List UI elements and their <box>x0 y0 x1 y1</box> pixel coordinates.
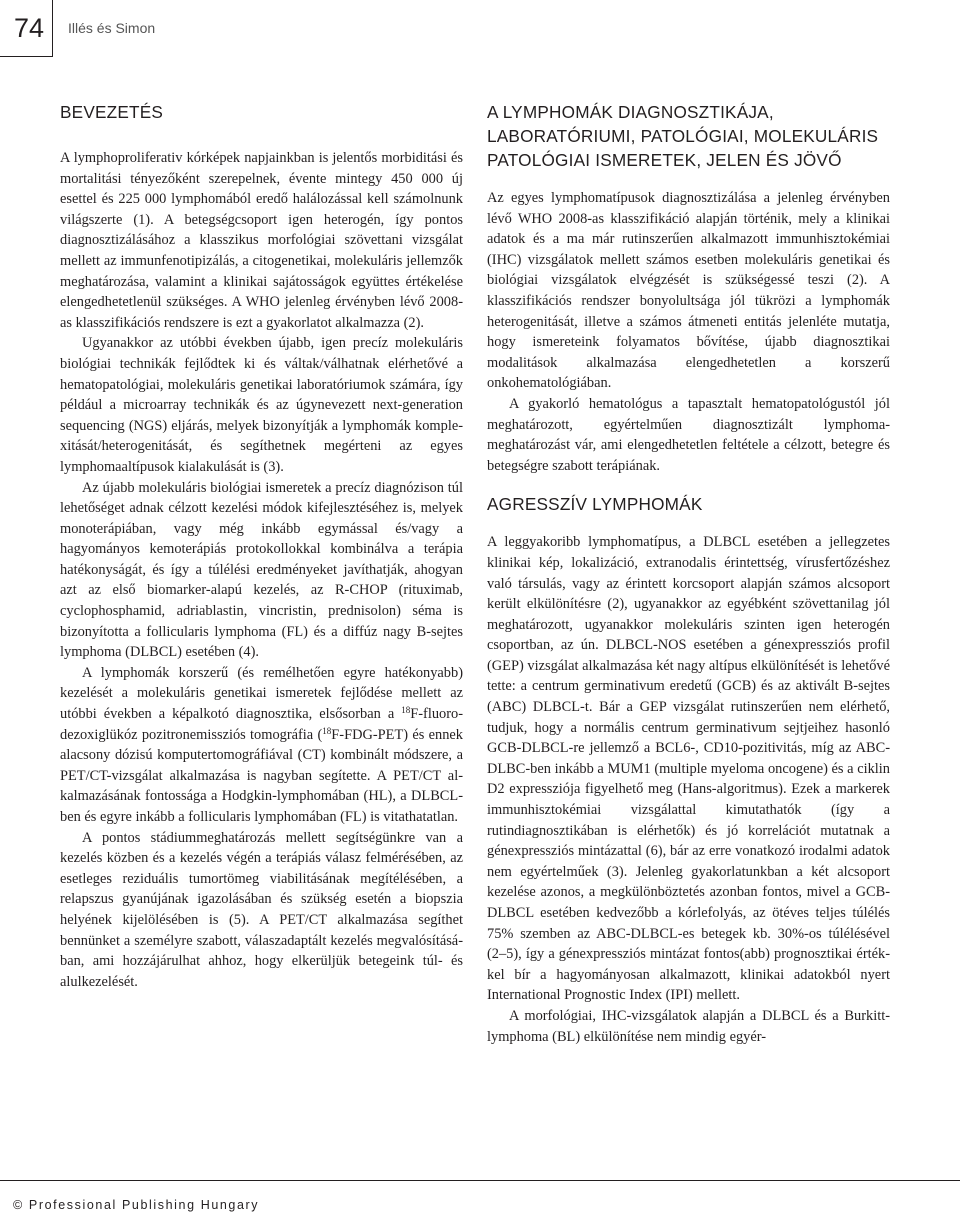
page-number: 74 <box>13 12 45 43</box>
text-run: F-FDG-PET) és ennek alacsony dózisú komputertomográfiával (CT) kombinált módszere, a PET/CT-vizsgálat alkalmazása is nagyban segítette. A PET/CT alkalmazásának fontossága a Hodgkin-lymphomában (HL), a DLBCL-ben és egyre inkább a follicularis lymphomában (FL) is vitathatatlan. <box>60 726 464 825</box>
paragraph: A morfológiai, IHC-vizsgálatok alapján a DLBCL és a Burkitt-lymphoma (BL) elkülönítése nem mindig egyér- <box>487 1007 890 1045</box>
paragraph: A lymphoproliferativ kórképek napjainkban is jelentős morbiditási és mortalitási tényezőként szerepelnek, évente mintegy 450 000 új esettel és 225 000 lymphomából eredő halálozással kell számolnunk világszerte (1). A betegségcsoport igen heterogén, így pontos diagnosztizálásához a klasszikus morfológiai szövettani vizsgálat mellett az immunfenotipizálás, a citogenetikai, molekuláris jellemzők meghatározása, valamint a klinikai sajátosságok együttes értékelése elengedhetetlenül szükséges. A WHO jelenleg érvényben lévő 2008-as klasszifikációs rendszere is ezt a gyakorlatot alkalmazza (2). <box>60 150 463 331</box>
copyright-notice <box>13 1198 259 1212</box>
superscript: 18 <box>401 705 411 716</box>
section-heading-aggressive: AGRESSZÍV LYMPHOMÁK <box>487 494 703 515</box>
page-number-box <box>0 0 53 57</box>
text-run: F-fluoro-dezoxiglükóz pozitronemissziós tomográfia ( <box>60 706 463 743</box>
section-heading-diagnostics: A LYMPHOMÁK DIAGNOSZTIKÁJA, LABORATÓRIUMI, PATOLÓGIAI, MOLEKULÁRIS PATOLÓGIAI ISMERETEK, JELEN ÉS JÖVŐ <box>487 102 879 170</box>
footer <box>0 1180 960 1218</box>
text-run: A lymphomák korszerű (és remélhetően egyre hatékonyabb) kezelését a molekuláris genetikai ismeretek fejlődése mellett az utóbbi években a képalkotó diagnosztika, elsősorban a <box>60 664 463 723</box>
paragraph: Az újabb molekuláris biológiai ismeretek a precíz diagnózison túl lehetőséget adnak célzott kezelési módok kifejlesztéséhez is, melyek monoterápiában, vagy még inkább egymással és/vagy a hagyományos kemoterápiás protokollokkal kombinálva a terápia hatékonyságát, és így a túlélési eredményeket javíthatják, ahogyan azt az első biomarker-alapú kezelés, az R-CHOP (rituximab, cyclophosphamid, adriablastin, vincristin, prednisolon) séma is bizonyította a follicularis lymphoma (FL) és a diffúz nagy B-sejtes lymphoma (DLBCL) esetében (4). <box>60 479 463 661</box>
paragraph: Ugyanakkor az utóbbi években újabb, igen precíz molekuláris biológiai technikák fejlődtek ki és váltak/válhatnak elérhetővé a hematopatológiai, molekuláris genetikai laboratóriumok számára, így például a microarray technikák és az úgynevezett next-generation sequencing (NGS) eljárás, melyek bizonyítják a lymphomák komplexitását/heterogenitását, és segíthetnek megérteni az egyes lymphomaaltípusok kialakulását is (3). <box>60 335 463 475</box>
paragraph: Az egyes lymphomatípusok diagnosztizálása a jelenleg érvényben lévő WHO 2008-as klasszifikáció alapján történik, mely a klinikai adatok és a ma már rutinszerűen alkalmazott immunhisztokémiai (IHC) vizsgálatok mellett számos esetben molekuláris genetikai és biológiai vizsgálatok elvégzését is szükségessé teszi (2). A klasszifikációs rendszer bonyolultsága jól tükrözi a lymphomák heterogenitását, illetve a számos átmeneti entitás jelenléte mutatja, hogy ismereteink folyamatos bővítése, újabb diagnosztikai modalitások alkalmazása elengedhetetlen a korszerű onkohematológiában. <box>487 190 890 392</box>
paragraph: A pontos stádiummeghatározás mellett segítségünkre van a kezelés közben és a kezelés végén a terápiás válasz felmérésében, az esetleges reziduális tumortömeg viabilitásának megítélésében, a relapszus gyanújának igazolásában és szükség esetén a biopszia helyének kijelölésében is (5). A PET/CT alkalmazása segíthet bennünket a személyre szabott, válaszadaptált kezelés megvalósításában, ami hozzájárulhat ahhoz, hogy elkerüljük betegeink túl- és alulkezelését. <box>60 829 463 990</box>
superscript: 18 <box>322 725 332 736</box>
left-column <box>60 100 463 992</box>
paragraph <box>60 663 463 828</box>
right-column <box>487 100 890 1047</box>
paragraph: A gyakorló hematológus a tapasztalt hematopatológustól jól meghatározott, egyértelműen diagnosztizált lymphoma-meghatározást vár, ami elengedhetetlen feltétele a célzott, betegre és betegségre szabott terápiának. <box>487 395 890 474</box>
paragraph: A leggyakoribb lymphomatípus, a DLBCL esetében a jellegzetes klinikai kép, lokalizáció, extranodalis érintettség, vírusfertőzéshez való társulás, vagy az érintett korcsoport alapján számos alcsoport került elkülönítésre (2), ugyanakkor az egyébként szövettanilag jól meghatározott, ugyanakkor molekuláris szinten igen heterogén csoportban, az ún. DLBCL-NOS esetében a génexpressziós profil (GEP) vizsgálat alkalmazása két nagy altípus elkülönítését is lehetővé tette: a centrum germinativum eredetű (GCB) és az aktivált B-sejtes (ABC) DLBCL-t. Bár a GEP vizsgálat rutinszerűen nem elérhető, tudjuk, hogy a normális centrum germinativum sejtjeihez hasonló GCB-DLBCL-re jellemző a BCL6-, CD10-pozitivitás, míg az ABC-DLBC-ben inkább a MUM1 (multiple myeloma oncogene) és a ciklin D2 expressziója figyelhető meg (Hans-algoritmus). Ezek a markerek immunhisztokémiai vizsgálattal kimutathatók (így a rutindiagnosztikában is elérhetők) és jó korrelációt mutatnak a génexpressziós mintázattal (6), bár az erre vonatkozó irodalmi adatok nem egyértelműek (3). Jelenleg gyakorlatunkban a két alcsoport kezelése azonos, a megkülönböztetés azonban fontos, mivel a GCB-DLBCL esetében kedvezőbb a kórlefolyás, az ötéves teljes túlélés 75% szemben az ABC-DLBCL-es betegek kb. 30%-os túlélésével (2–5), így a génexpressziós mintázat fontos(abb) prognosztikai értékkel bír a hagyományosan alkalmazott, klinikai adatokból nyert International Prognostic Index (IPI) mellett. <box>487 534 890 1004</box>
running-head: Illés és Simon <box>68 20 156 36</box>
section-heading-intro: BEVEZETÉS <box>60 102 164 122</box>
copyright-icon: © <box>13 1198 24 1212</box>
publisher-name: Professional Publishing Hungary <box>28 1198 260 1212</box>
